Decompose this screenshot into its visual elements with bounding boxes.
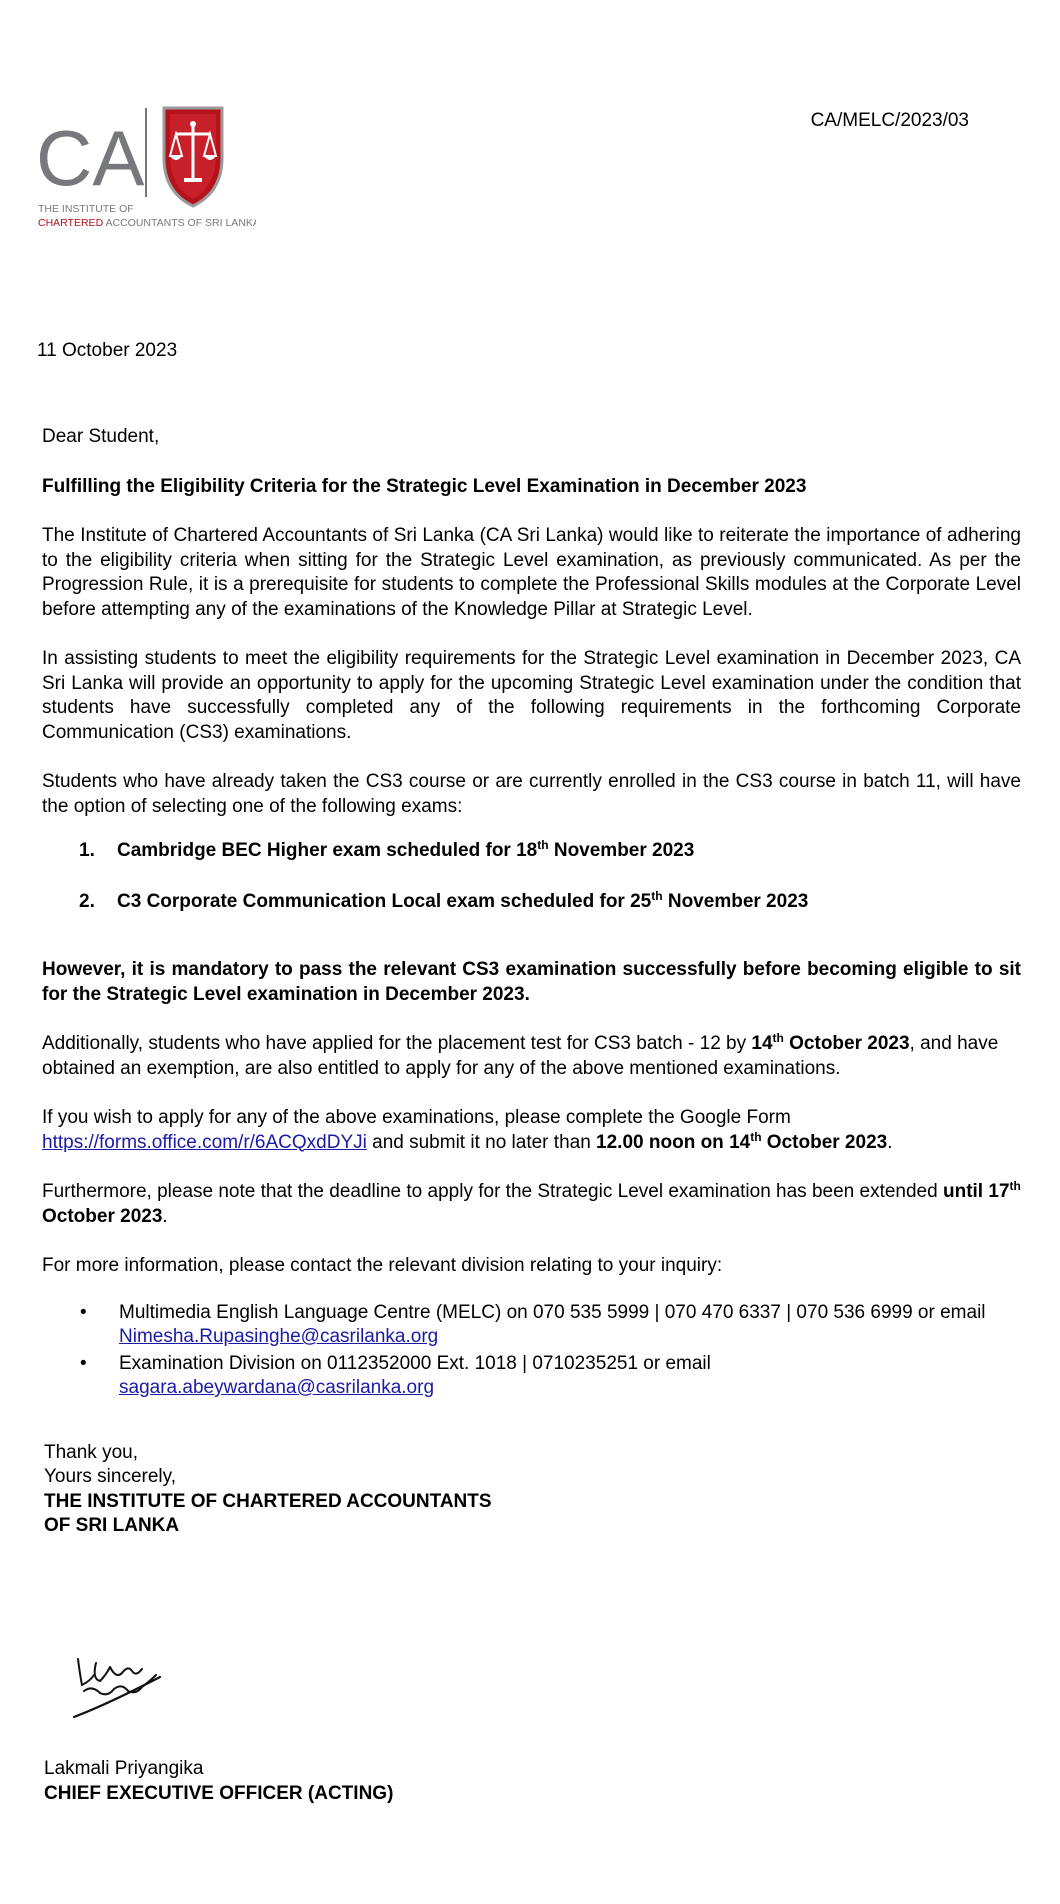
closing-block (44, 1441, 1021, 1539)
contact-intro: For more information, please contact the relevant division relating to your inquiry: (42, 1255, 723, 1276)
list-item: • Examination Division on 0112352000 Ext. 1018 | 0710235251 or email sagara.abeywardana@casrilanka.org (80, 1352, 711, 1398)
exam-list (42, 839, 1021, 914)
google-form-link[interactable]: https://forms.office.com/r/6ACQxdDYJi (42, 1131, 367, 1153)
melc-email-link[interactable]: Nimesha.Rupasinghe@casrilanka.org (119, 1326, 439, 1347)
ca-sri-lanka-logo (36, 100, 256, 235)
paragraph-deadline: Furthermore, please note that the deadline to apply for the Strategic Level examination has been extended until 17th October 2023. (42, 1179, 1021, 1227)
logo-tagline-line2: CHARTERED ACCOUNTANTS OF SRI LANKA (38, 217, 256, 229)
letter-date: 11 October 2023 (37, 340, 178, 361)
scales-shield-icon (164, 108, 222, 206)
paragraph-eligibility: The Institute of Chartered Accountants of Sri Lanka (CA Sri Lanka) would like to reiterate the importance of adhering to the eligibility criteria when sitting for the Strategic Level examination, as previously communicated. As per the Progression Rule, it is a prerequisite for students to complete the Professional Skills modules at the Corporate Level before attempting any of the examinations of the Knowledge Pillar at Strategic Level. (42, 525, 1021, 620)
organization-name-line1: THE INSTITUTE OF CHARTERED ACCOUNTANTS (44, 1490, 492, 1512)
paragraph-options: Students who have already taken the CS3 course or are currently enrolled in the CS3 course in batch 11, will have the option of selecting one of the following exams: (42, 771, 1021, 817)
signer-title: CHIEF EXECUTIVE OFFICER (ACTING) (44, 1783, 394, 1804)
list-item: 1. Cambridge BEC Higher exam scheduled for 18th November 2023 (79, 838, 695, 861)
logo-tagline-line1: THE INSTITUTE OF (38, 203, 134, 215)
closing-yours: Yours sincerely, (44, 1466, 177, 1487)
organization-name-line2: OF SRI LANKA (44, 1515, 180, 1536)
paragraph-apply: If you wish to apply for any of the above examinations, please complete the Google Form https://forms.office.com/r/6ACQxdDYJi and submit it no later than 12.00 noon on 14th October 2023. (42, 1107, 893, 1153)
subject-line: Fulfilling the Eligibility Criteria for the Strategic Level Examination in December 2023 (42, 475, 807, 497)
salutation: Dear Student, (42, 426, 160, 447)
closing-thanks: Thank you, (44, 1441, 138, 1463)
bullet-icon: • (80, 1301, 87, 1323)
reference-number: CA/MELC/2023/03 (810, 110, 969, 131)
mandatory-notice: However, it is mandatory to pass the relevant CS3 examination successfully before becoming eligible to sit for the Strategic Level examination in December 2023. (42, 959, 1021, 1005)
list-item: • Multimedia English Language Centre (MELC) on 070 535 5999 | 070 470 6337 | 070 536 6999 or email Nimesha.Rupasinghe@casrilanka.org (80, 1301, 986, 1347)
letter-body (42, 425, 1021, 1539)
exam-division-email-link[interactable]: sagara.abeywardana@casrilanka.org (119, 1377, 435, 1398)
signer-name: Lakmali Priyangika (44, 1758, 204, 1779)
paragraph-opportunity: In assisting students to meet the eligibility requirements for the Strategic Level examination in December 2023, CA Sri Lanka will provide an opportunity to apply for the upcoming Strategic Level examination under the condition that students have successfully completed any of the following requirements in the forthcoming Corporate Communication (CS3) examinations. (42, 648, 1021, 743)
signer-block (44, 1756, 393, 1806)
bullet-icon: • (80, 1352, 87, 1374)
logo-ca-text: CA (36, 114, 145, 202)
paragraph-placement: Additionally, students who have applied for the placement test for CS3 batch - 12 by 14th October 2023, and have obtained an exemption, are also entitled to apply for any of the above mentioned examinations. (42, 1031, 999, 1079)
handwritten-signature (70, 1645, 180, 1725)
list-item: 2. C3 Corporate Communication Local exam scheduled for 25th November 2023 (79, 888, 809, 912)
contact-list (42, 1301, 1021, 1401)
